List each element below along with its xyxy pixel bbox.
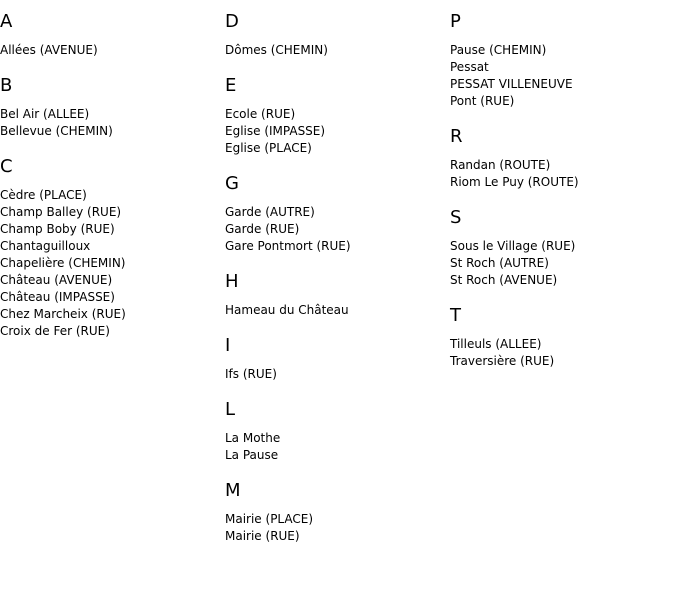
- letter-group-m: [225, 480, 351, 545]
- street-link[interactable]: Chapelière (CHEMIN): [0, 256, 126, 270]
- letter-group-h: [225, 271, 351, 319]
- letter-group-e: [225, 75, 351, 157]
- letter-group-i: [225, 335, 351, 383]
- letter-heading: R: [450, 126, 463, 147]
- letter-group-c: [0, 156, 126, 340]
- letter-heading: I: [225, 335, 231, 356]
- street-link[interactable]: St Roch (AVENUE): [450, 273, 558, 287]
- street-link[interactable]: Pessat: [450, 60, 489, 74]
- letter-heading: G: [225, 173, 239, 194]
- letter-group-l: [225, 399, 351, 464]
- street-link[interactable]: Ecole (RUE): [225, 107, 296, 121]
- street-link[interactable]: Allées (AVENUE): [0, 43, 98, 57]
- index-column-3: [450, 0, 579, 386]
- street-link[interactable]: Mairie (PLACE): [225, 512, 314, 526]
- street-link[interactable]: Garde (AUTRE): [225, 205, 315, 219]
- street-link[interactable]: Eglise (IMPASSE): [225, 124, 326, 138]
- street-link[interactable]: Champ Boby (RUE): [0, 222, 115, 236]
- street-link[interactable]: Chez Marcheix (RUE): [0, 307, 126, 321]
- street-link[interactable]: Gare Pontmort (RUE): [225, 239, 351, 253]
- letter-group-t: [450, 305, 579, 370]
- letter-heading: L: [225, 399, 236, 420]
- street-link[interactable]: La Mothe: [225, 431, 281, 445]
- letter-heading: S: [450, 207, 462, 228]
- letter-group-s: [450, 207, 579, 289]
- street-link[interactable]: Pause (CHEMIN): [450, 43, 547, 57]
- letter-heading: H: [225, 271, 239, 292]
- street-link[interactable]: Chantaguilloux: [0, 239, 91, 253]
- index-column-1: [0, 0, 126, 356]
- street-link[interactable]: St Roch (AUTRE): [450, 256, 549, 270]
- letter-group-g: [225, 173, 351, 255]
- street-link[interactable]: Hameau du Château: [225, 303, 349, 317]
- letter-heading: M: [225, 480, 241, 501]
- street-link[interactable]: Pont (RUE): [450, 94, 515, 108]
- street-link[interactable]: PESSAT VILLENEUVE: [450, 77, 573, 91]
- street-link[interactable]: Dômes (CHEMIN): [225, 43, 328, 57]
- letter-heading: C: [0, 156, 13, 177]
- letter-heading: P: [450, 11, 461, 32]
- street-link[interactable]: Croix de Fer (RUE): [0, 324, 110, 338]
- street-link[interactable]: Bellevue (CHEMIN): [0, 124, 113, 138]
- letter-group-b: [0, 75, 126, 140]
- street-link[interactable]: Randan (ROUTE): [450, 158, 551, 172]
- letter-group-p: [450, 11, 579, 110]
- letter-group-d: [225, 11, 351, 59]
- letter-heading: B: [0, 75, 13, 96]
- letter-group-r: [450, 126, 579, 191]
- street-link[interactable]: Château (AVENUE): [0, 273, 113, 287]
- street-link[interactable]: Sous le Village (RUE): [450, 239, 576, 253]
- letter-group-a: [0, 11, 126, 59]
- street-link[interactable]: Ifs (RUE): [225, 367, 277, 381]
- letter-heading: T: [450, 305, 461, 326]
- street-link[interactable]: Eglise (PLACE): [225, 141, 312, 155]
- street-link[interactable]: Tilleuls (ALLEE): [450, 337, 542, 351]
- street-link[interactable]: Bel Air (ALLEE): [0, 107, 90, 121]
- street-link[interactable]: Cèdre (PLACE): [0, 188, 87, 202]
- street-link[interactable]: Champ Balley (RUE): [0, 205, 122, 219]
- street-link[interactable]: Château (IMPASSE): [0, 290, 115, 304]
- letter-heading: A: [0, 11, 13, 32]
- street-link[interactable]: Traversière (RUE): [450, 354, 555, 368]
- street-link[interactable]: Riom Le Puy (ROUTE): [450, 175, 579, 189]
- letter-heading: D: [225, 11, 239, 32]
- index-column-2: [225, 0, 351, 561]
- street-link[interactable]: La Pause: [225, 448, 279, 462]
- street-link[interactable]: Mairie (RUE): [225, 529, 300, 543]
- letter-heading: E: [225, 75, 237, 96]
- street-link[interactable]: Garde (RUE): [225, 222, 300, 236]
